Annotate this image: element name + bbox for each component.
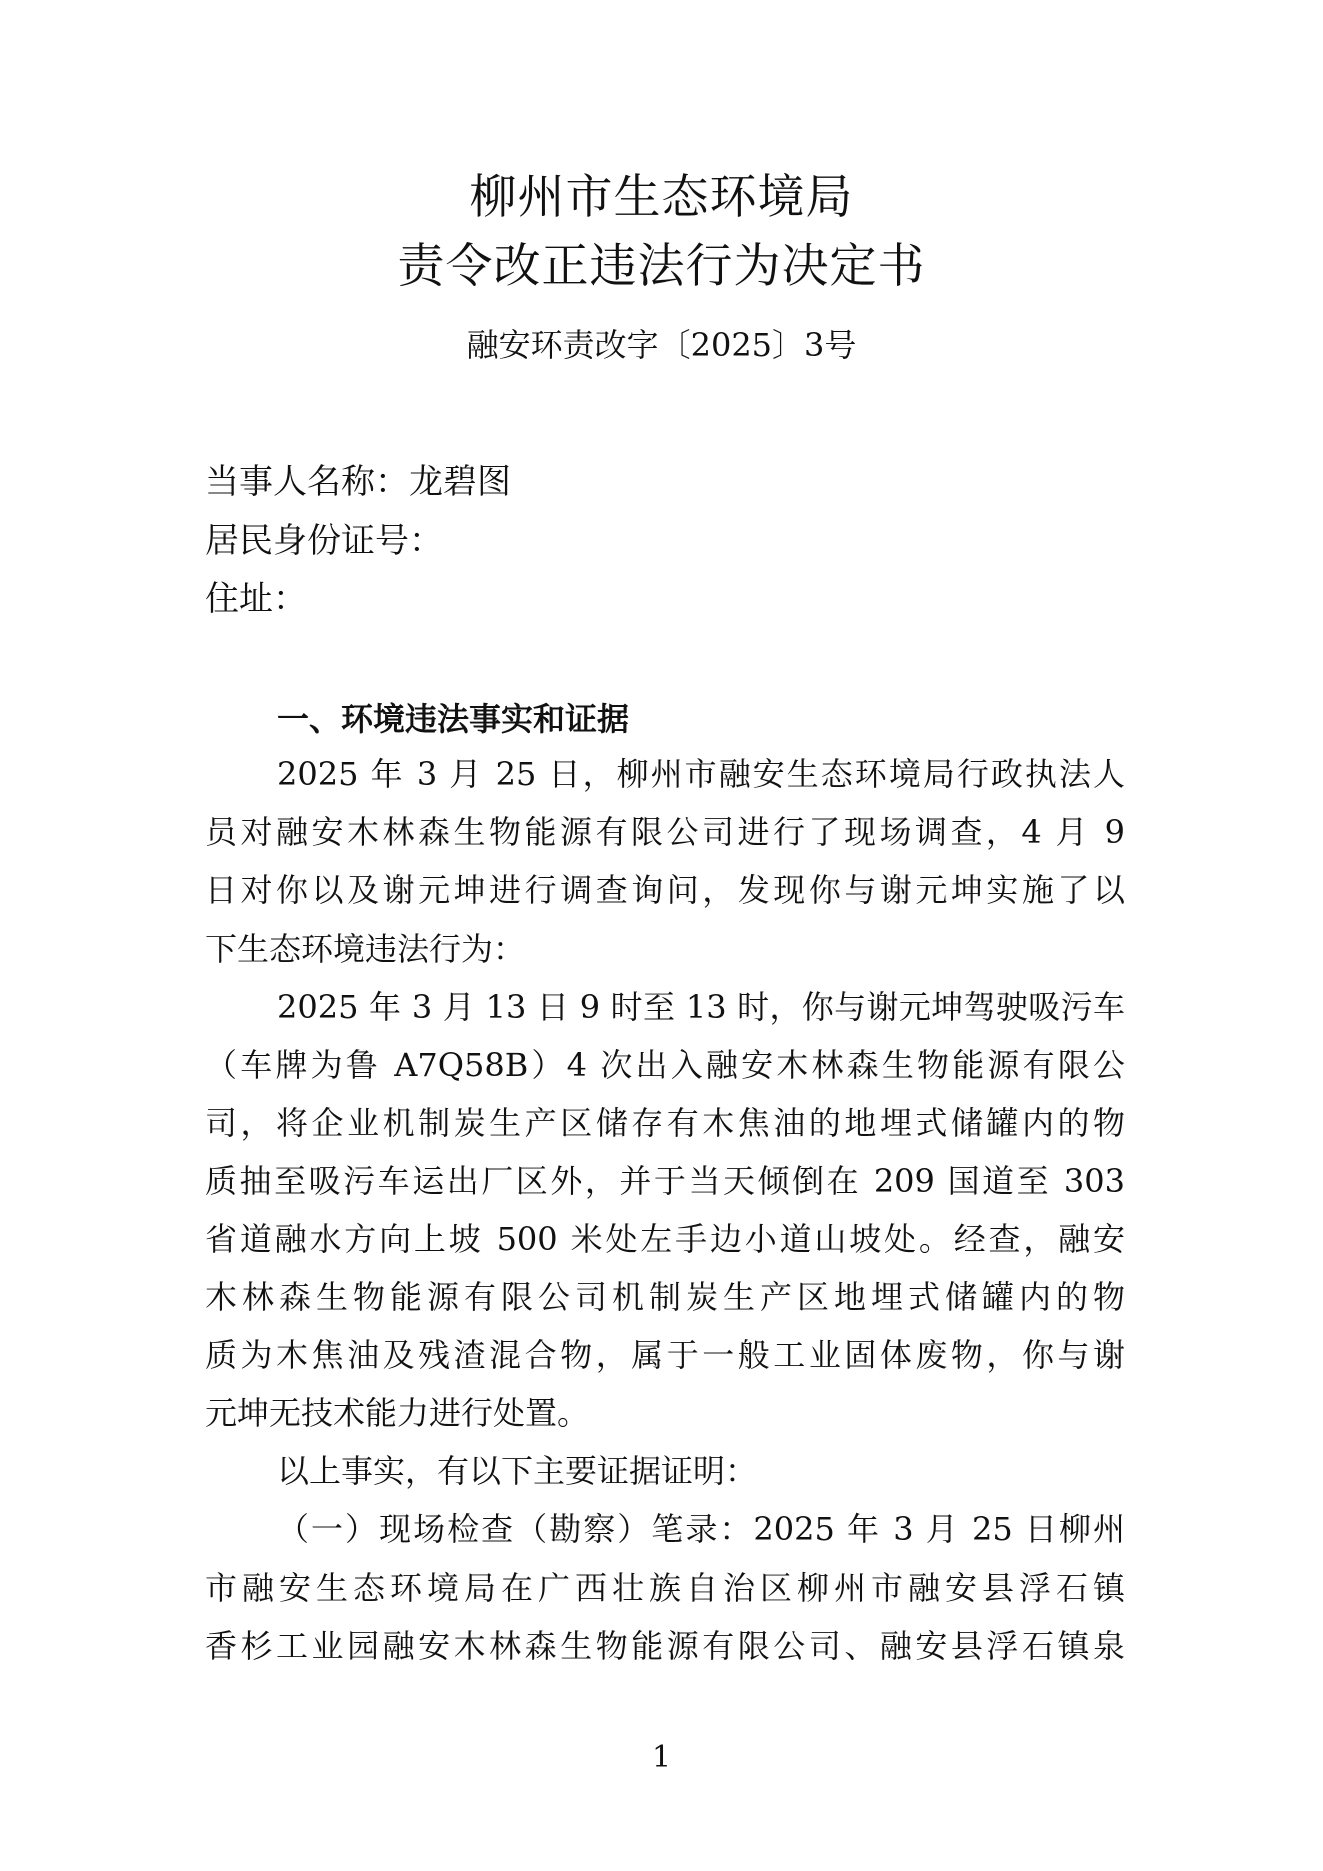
document-title-line1: 柳州市生态环境局 [469, 170, 854, 225]
body-line: 员对融安木林森生物能源有限公司进行了现场调查，4 月 9 [205, 813, 1125, 851]
page-number: 1 [651, 1740, 672, 1775]
body-line: 司，将企业机制炭生产区储存有木焦油的地埋式储罐内的物 [205, 1104, 1125, 1142]
document-number: 融安环责改字〔2025〕3号 [466, 326, 857, 364]
body-line: 质抽至吸污车运出厂区外，并于当天倾倒在 209 国道至 303 [205, 1162, 1125, 1200]
party-id-number: 居民身份证号： [205, 521, 443, 561]
body-line: 2025 年 3 月 13 日 9 时至 13 时，你与谢元坤驾驶吸污车 [277, 988, 1125, 1026]
body-line: 质为木焦油及残渣混合物，属于一般工业固体废物，你与谢 [205, 1336, 1125, 1374]
party-name: 当事人名称：龙碧图 [205, 462, 511, 502]
body-line: 日对你以及谢元坤进行调查询问，发现你与谢元坤实施了以 [205, 871, 1125, 909]
party-address: 住址： [205, 579, 307, 619]
body-line: 木林森生物能源有限公司机制炭生产区地埋式储罐内的物 [205, 1278, 1125, 1316]
body-line: 香杉工业园融安木林森生物能源有限公司、融安县浮石镇泉 [205, 1627, 1125, 1665]
body-line: 元坤无技术能力进行处置。 [205, 1394, 590, 1432]
document-title-line2: 责令改正违法行为决定书 [397, 239, 926, 294]
body-line: 2025 年 3 月 25 日，柳州市融安生态环境局行政执法人 [277, 755, 1125, 793]
body-line: 下生态环境违法行为： [205, 930, 526, 968]
body-line: 以上事实，有以下主要证据证明： [277, 1452, 758, 1490]
body-line: 市融安生态环境局在广西壮族自治区柳州市融安县浮石镇 [205, 1569, 1125, 1607]
body-line: 省道融水方向上坡 500 米处左手边小道山坡处。经查，融安 [205, 1220, 1125, 1258]
section-heading: 一、环境违法事实和证据 [277, 700, 630, 738]
body-line: （一）现场检查（勘察）笔录：2025 年 3 月 25 日柳州 [277, 1510, 1125, 1548]
body-line: （车牌为鲁 A7Q58B）4 次出入融安木林森生物能源有限公 [205, 1046, 1125, 1084]
